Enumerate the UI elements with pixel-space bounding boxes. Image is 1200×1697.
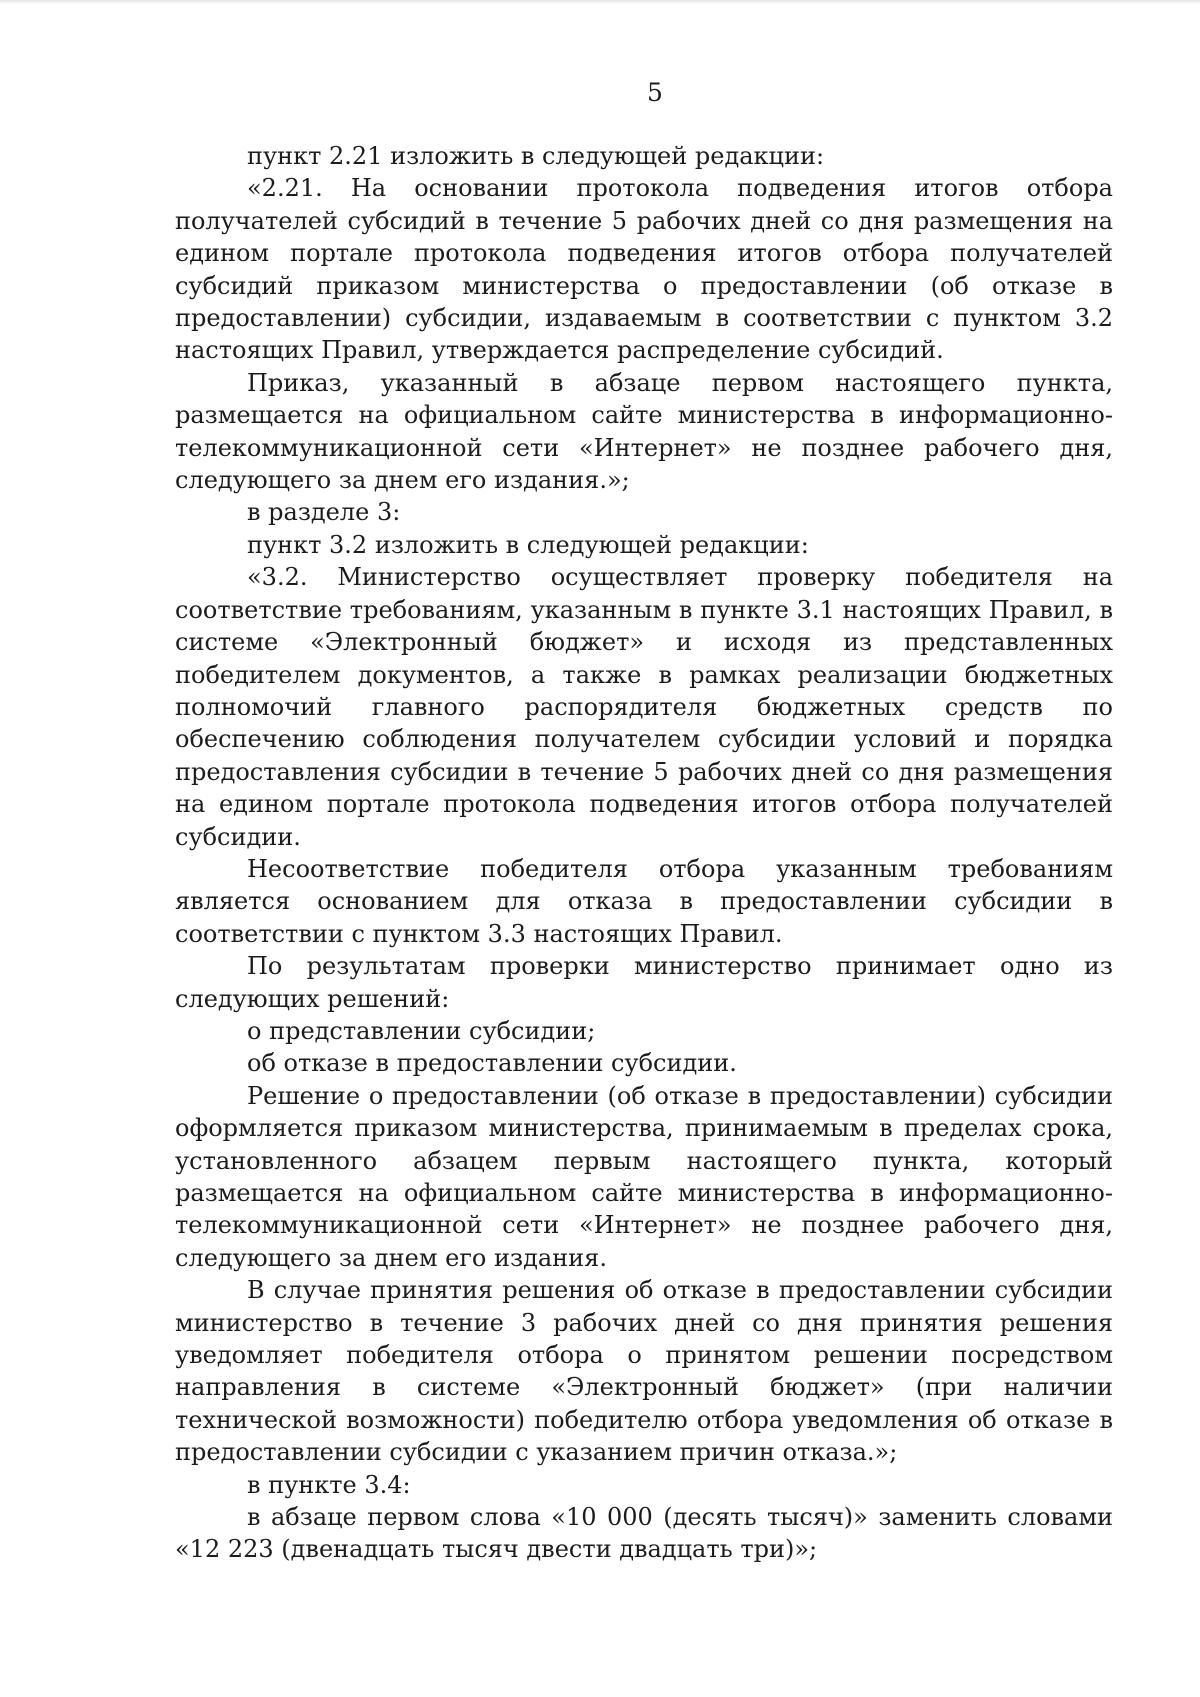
paragraph-9: о представлении субсидии; — [247, 1016, 596, 1045]
paragraph-11: Решение о предоставлении (об отказе в предоставлении) субсидии оформляется приказом министерства, принимаемым в пределах срока, установленного абзацем первым настоящего пункта, который размещается на официальном сайте министерства в информационно-телекоммуникационной сети «Интернет» не позднее рабочего дня, следующего за днем его издания. — [175, 1081, 1113, 1272]
paragraph-2: «2.21. На основании протокола подведения итогов отбора получателей субсидий в течение 5 рабочих дней со дня размещения на едином портале протокола подведения итогов отбора получателей субсидий приказом министерства о предоставлении (об отказе в предоставлении) субсидии, издаваемым в соответствии с пунктом 3.2 настоящих Правил, утверждается распределение субсидий. — [175, 174, 1113, 365]
paragraph-12: В случае принятия решения об отказе в предоставлении субсидии министерство в течение 3 рабочих дней со дня принятия решения уведомляет победителя отбора о принятом решении посредством направления в системе «Электронный бюджет» (при наличии технической возможности) победителю отбора уведомления об отказе в предоставлении субсидии с указанием причин отказа.»; — [175, 1276, 1113, 1467]
paragraph-13: в пункте 3.4: — [247, 1470, 411, 1499]
scan-edge — [0, 0, 1200, 4]
paragraph-8: По результатам проверки министерство принимает одно из следующих решений: — [175, 952, 1113, 1013]
paragraph-10: об отказе в предоставлении субсидии. — [247, 1049, 737, 1078]
paragraph-4: в разделе 3: — [247, 498, 401, 527]
document-body — [175, 140, 1113, 1566]
paragraph-14: в абзаце первом слова «10 000 (десять тысяч)» заменить словами «12 223 (двенадцать тысяч двести двадцать три)»; — [175, 1503, 1113, 1564]
page-number: 5 — [647, 78, 663, 107]
paragraph-7: Несоответствие победителя отбора указанным требованиям является основанием для отказа в предоставлении субсидии в соответствии с пунктом 3.3 настоящих Правил. — [175, 854, 1113, 948]
paragraph-3: Приказ, указанный в абзаце первом настоящего пункта, размещается на официальном сайте министерства в информационно-телекоммуникационной сети «Интернет» не позднее рабочего дня, следующего за днем его издания.»; — [175, 368, 1113, 495]
paragraph-5: пункт 3.2 изложить в следующей редакции: — [247, 530, 809, 559]
paragraph-6: «3.2. Министерство осуществляет проверку победителя на соответствие требованиям, указанным в пункте 3.1 настоящих Правил, в системе «Электронный бюджет» и исходя из представленных победителем документов, а также в рамках реализации бюджетных полномочий главного распорядителя бюджетных средств по обеспечению соблюдения получателем субсидии условий и порядка предоставления субсидии в течение 5 рабочих дней со дня размещения на едином портале протокола подведения итогов отбора получателей субсидии. — [175, 563, 1113, 851]
paragraph-1: пункт 2.21 изложить в следующей редакции: — [247, 142, 825, 170]
